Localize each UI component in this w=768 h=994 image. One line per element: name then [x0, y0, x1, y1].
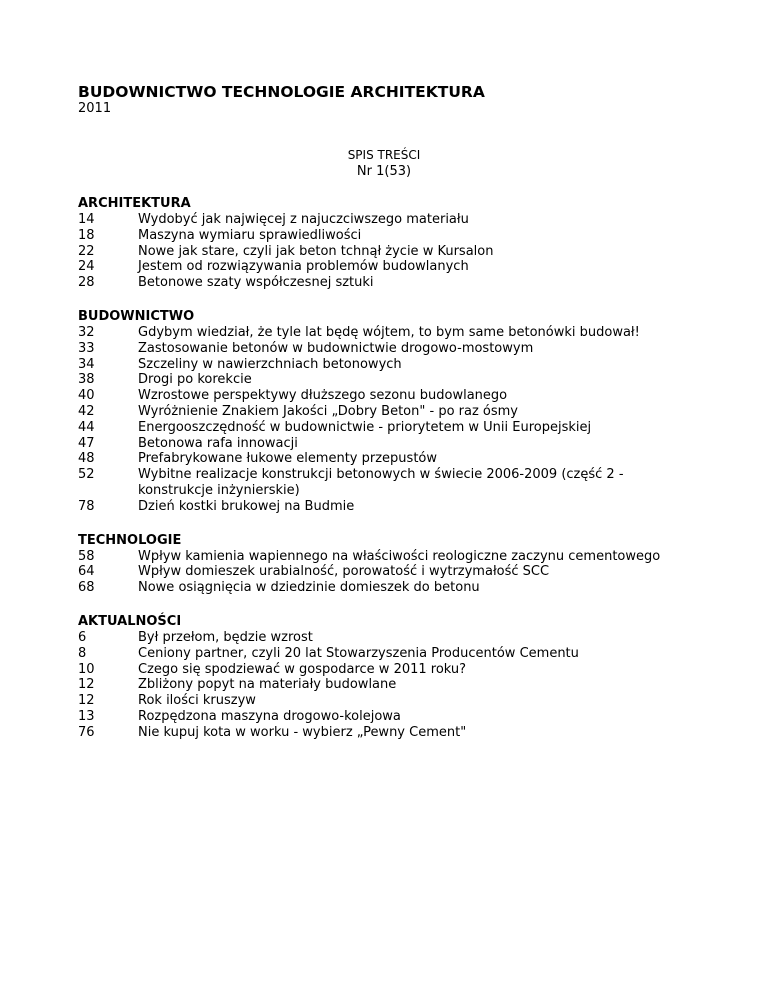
entry-page-number: 14	[78, 212, 95, 227]
toc-entry	[78, 372, 698, 388]
toc-entry	[78, 549, 698, 565]
entry-title: Dzień kostki brukowej na Budmie	[138, 498, 355, 514]
toc-entry	[78, 580, 698, 596]
entry-title: Nie kupuj kota w worku - wybierz „Pewny Cement"	[138, 724, 467, 740]
toc-entry	[78, 499, 698, 515]
toc-entry	[78, 725, 698, 741]
entry-title: Zbliżony popyt na materiały budowlane	[138, 677, 397, 693]
section-title: TECHNOLOGIE	[78, 532, 182, 548]
toc-heading: SPIS TREŚCI	[347, 148, 421, 162]
section-title: AKTUALNOŚCI	[78, 613, 182, 629]
document-title: BUDOWNICTWO TECHNOLOGIE ARCHITEKTURA	[78, 83, 485, 101]
entry-title: Rok ilości kruszyw	[138, 693, 256, 709]
entry-page-number: 13	[78, 708, 95, 724]
toc-entry	[78, 677, 698, 693]
section-title: BUDOWNICTWO	[78, 308, 195, 324]
toc-entry	[78, 212, 698, 228]
toc-entry	[78, 259, 698, 275]
toc-entry	[78, 709, 698, 725]
entry-page-number: 42	[78, 403, 95, 419]
toc-entry	[78, 646, 698, 662]
toc-entry	[78, 564, 698, 580]
entry-title: Prefabrykowane łukowe elementy przepustów	[138, 451, 437, 467]
entry-page-number: 76	[78, 724, 95, 740]
toc-section	[78, 196, 698, 291]
entry-title: Wydobyć jak najwięcej z najuczciwszego materiału	[138, 212, 469, 227]
entry-title: Betonowa rafa innowacji	[138, 435, 298, 451]
entry-title: Wpływ domieszek urabialność, porowatość i wytrzymałość SCC	[138, 564, 550, 580]
entry-title: Szczeliny w nawierzchniach betonowych	[138, 356, 402, 372]
entry-title: Czego się spodziewać w gospodarce w 2011 roku?	[138, 661, 467, 677]
toc-entry	[78, 420, 698, 436]
toc-entry	[78, 693, 698, 709]
entry-title: Rozpędzona maszyna drogowo-kolejowa	[138, 708, 401, 724]
entry-page-number: 18	[78, 227, 95, 243]
entry-page-number: 58	[78, 548, 95, 564]
entry-page-number: 28	[78, 275, 95, 291]
entry-title: Betonowe szaty współczesnej sztuki	[138, 275, 374, 291]
toc-entry	[78, 436, 698, 452]
toc-entry	[78, 630, 698, 646]
entry-title: Był przełom, będzie wzrost	[138, 629, 313, 645]
toc-entry	[78, 244, 698, 260]
toc-entry	[78, 662, 698, 678]
entry-title: Maszyna wymiaru sprawiedliwości	[138, 227, 362, 243]
toc-entry	[78, 357, 698, 373]
entry-page-number: 12	[78, 677, 95, 693]
entry-page-number: 52	[78, 467, 95, 483]
table-of-contents	[78, 196, 698, 759]
entry-page-number: 24	[78, 259, 95, 275]
entry-title: Ceniony partner, czyli 20 lat Stowarzyszenia Producentów Cementu	[138, 645, 579, 661]
entry-page-number: 10	[78, 661, 95, 677]
entry-title: Jestem od rozwiązywania problemów budowlanych	[138, 259, 469, 275]
entry-page-number: 78	[78, 498, 95, 514]
entry-title: Nowe jak stare, czyli jak beton tchnął życie w Kursalon	[138, 243, 494, 259]
entry-title: Wyróżnienie Znakiem Jakości „Dobry Beton" - po raz ósmy	[138, 403, 519, 419]
entry-page-number: 6	[78, 629, 87, 645]
toc-section	[78, 614, 698, 741]
entry-page-number: 47	[78, 435, 95, 451]
entry-title: Gdybym wiedział, że tyle lat będę wójtem, to bym same betonówki budował!	[138, 324, 640, 340]
toc-entry	[78, 467, 698, 499]
toc-entry	[78, 388, 698, 404]
entry-page-number: 32	[78, 324, 95, 340]
entry-page-number: 64	[78, 564, 95, 580]
entry-title: Drogi po korekcie	[138, 372, 252, 388]
entry-page-number: 40	[78, 388, 95, 404]
entry-page-number: 33	[78, 340, 95, 356]
toc-entry	[78, 275, 698, 291]
toc-section	[78, 533, 698, 596]
toc-entry	[78, 451, 698, 467]
document-year: 2011	[78, 101, 112, 116]
entry-title: Nowe osiągnięcia w dziedzinie domieszek do betonu	[138, 580, 480, 596]
issue-number: Nr 1(53)	[356, 164, 412, 179]
toc-section	[78, 309, 698, 515]
entry-page-number: 8	[78, 645, 87, 661]
toc-entry	[78, 404, 698, 420]
entry-page-number: 22	[78, 243, 95, 259]
entry-title: Wybitne realizacje konstrukcji betonowych w świecie 2006-2009 (część 2 - konstrukcje inżynierskie)	[138, 467, 624, 498]
entry-page-number: 44	[78, 419, 95, 435]
entry-page-number: 34	[78, 356, 95, 372]
section-title: ARCHITEKTURA	[78, 196, 191, 211]
toc-entry	[78, 325, 698, 341]
entry-title: Wzrostowe perspektywy dłuższego sezonu budowlanego	[138, 388, 508, 404]
entry-page-number: 48	[78, 451, 95, 467]
toc-entry	[78, 228, 698, 244]
entry-title: Zastosowanie betonów w budownictwie drogowo-mostowym	[138, 340, 534, 356]
entry-page-number: 12	[78, 693, 95, 709]
entry-title: Wpływ kamienia wapiennego na właściwości reologiczne zaczynu cementowego	[138, 548, 661, 564]
entry-title: Energooszczędność w budownictwie - priorytetem w Unii Europejskiej	[138, 419, 592, 435]
entry-page-number: 68	[78, 580, 95, 596]
toc-entry	[78, 341, 698, 357]
entry-page-number: 38	[78, 372, 95, 388]
